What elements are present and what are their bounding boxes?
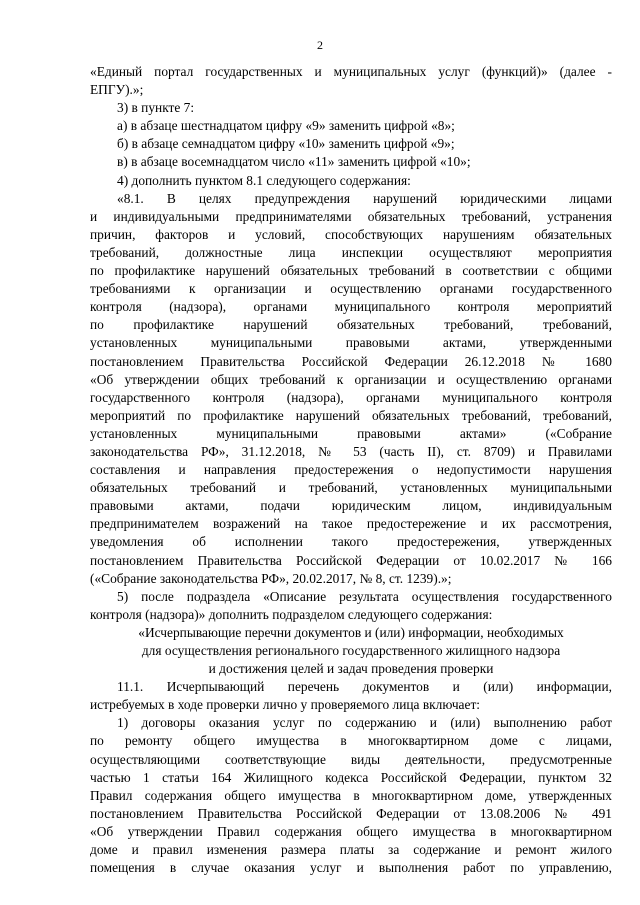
text-line: и индивидуальными предпринимателями обязательных требований, устранения <box>90 208 612 224</box>
text-line: б) в абзаце семнадцатом цифру «10» заменить цифрой «9»; <box>117 136 455 152</box>
text-line: требований, должностные лица инспекции осуществляют мероприятия <box>90 244 612 260</box>
text-line: постановлением Правительства Российской Федерации 26.12.2018 № 1680 <box>90 353 612 369</box>
text-line: по ремонту общего имущества в многоквартирном доме с лицами, <box>90 733 612 749</box>
text-line: требованиями к организации и осуществлению органами государственного <box>90 281 612 297</box>
text-line: установленных муниципальными правовыми актами, утвержденными <box>90 335 612 351</box>
text-line: и достижения целей и задач проведения проверки <box>208 661 494 677</box>
text-line: предпринимателем возражений на такое предостережение и их рассмотрения, <box>90 516 612 532</box>
text-line: по профилактике нарушений обязательных требований, требований, <box>90 317 612 333</box>
text-line: постановлением Правительства Российской Федерации от 10.02.2017 № 166 <box>90 552 612 568</box>
text-line: истребуемых в ходе проверки лично у проверяемого лица включает: <box>90 697 481 713</box>
text-line: 3) в пункте 7: <box>117 100 195 116</box>
text-line: 4) дополнить пунктом 8.1 следующего содержания: <box>117 172 411 188</box>
text-line: («Собрание законодательства РФ», 20.02.2017, № 8, ст. 1239).»; <box>90 570 452 586</box>
text-line: в) в абзаце восемнадцатом число «11» заменить цифрой «10»; <box>117 154 471 170</box>
text-line: законодательства РФ», 31.12.2018, № 53 (часть II), ст. 8709) и Правилами <box>90 443 612 459</box>
text-line: «Единый портал государственных и муниципальных услуг (функций)» (далее - <box>90 64 612 79</box>
text-line: причин, факторов и условий, способствующих нарушениям обязательных <box>90 226 612 242</box>
document-body <box>90 63 612 877</box>
text-line: уведомления об исполнении такого предостережения, утвержденных <box>90 534 612 550</box>
text-line: мероприятий по профилактике нарушений обязательных требований, требований, <box>90 407 612 423</box>
text-line: доме и правил изменения размера платы за содержание и ремонт жилого <box>90 842 612 858</box>
text-line: «Исчерпывающие перечни документов и (или) информации, необходимых <box>138 624 564 640</box>
text-line: 5) после подраздела «Описание результата осуществления государственного <box>117 588 612 604</box>
text-line: обязательных требований и требований, установленных муниципальными <box>90 480 612 496</box>
page-number: 2 <box>317 38 323 52</box>
text-line: «Об утверждении общих требований к организации и осуществлению органами <box>90 371 612 387</box>
text-line: составления и направления предостережения о недопустимости нарушения <box>90 462 612 478</box>
text-line: 1) договоры оказания услуг по содержанию и (или) выполнению работ <box>117 715 612 731</box>
text-line: помещения в случае оказания услуг и выполнения работ по управлению, <box>90 860 612 876</box>
text-line: правовыми актами, подачи юридическим лицом, индивидуальным <box>90 498 612 514</box>
text-line: контроля (надзора)» дополнить подразделом следующего содержания: <box>90 606 493 622</box>
text-line: постановлением Правительства Российской Федерации от 13.08.2006 № 491 <box>90 805 612 821</box>
text-line: для осуществления регионального государственного жилищного надзора <box>141 643 561 658</box>
text-line: ЕПГУ).»; <box>90 82 144 98</box>
text-line: а) в абзаце шестнадцатом цифру «9» заменить цифрой «8»; <box>117 118 455 134</box>
text-line: частью 1 статьи 164 Жилищного кодекса Российской Федерации, пунктом 32 <box>90 769 612 785</box>
text-line: «Об утверждении Правил содержания общего имущества в многоквартирном <box>90 823 612 839</box>
text-line: контроля (надзора), органами муниципального контроля мероприятий <box>90 299 612 315</box>
text-line: 11.1. Исчерпывающий перечень документов и (или) информации, <box>117 679 612 695</box>
text-line: «8.1. В целях предупреждения нарушений юридическими лицами <box>117 190 612 206</box>
text-line: установленных муниципальными правовыми актами» («Собрание <box>90 425 612 441</box>
text-line: Правил содержания общего имущества в многоквартирном доме, утвержденных <box>90 787 612 803</box>
text-line: осуществляющими соответствующие виды деятельности, предусмотренные <box>90 751 612 767</box>
text-line: по профилактике нарушений обязательных требований в соответствии с общими <box>90 263 612 279</box>
text-line: государственного контроля (надзора), органами муниципального контроля <box>90 389 612 405</box>
